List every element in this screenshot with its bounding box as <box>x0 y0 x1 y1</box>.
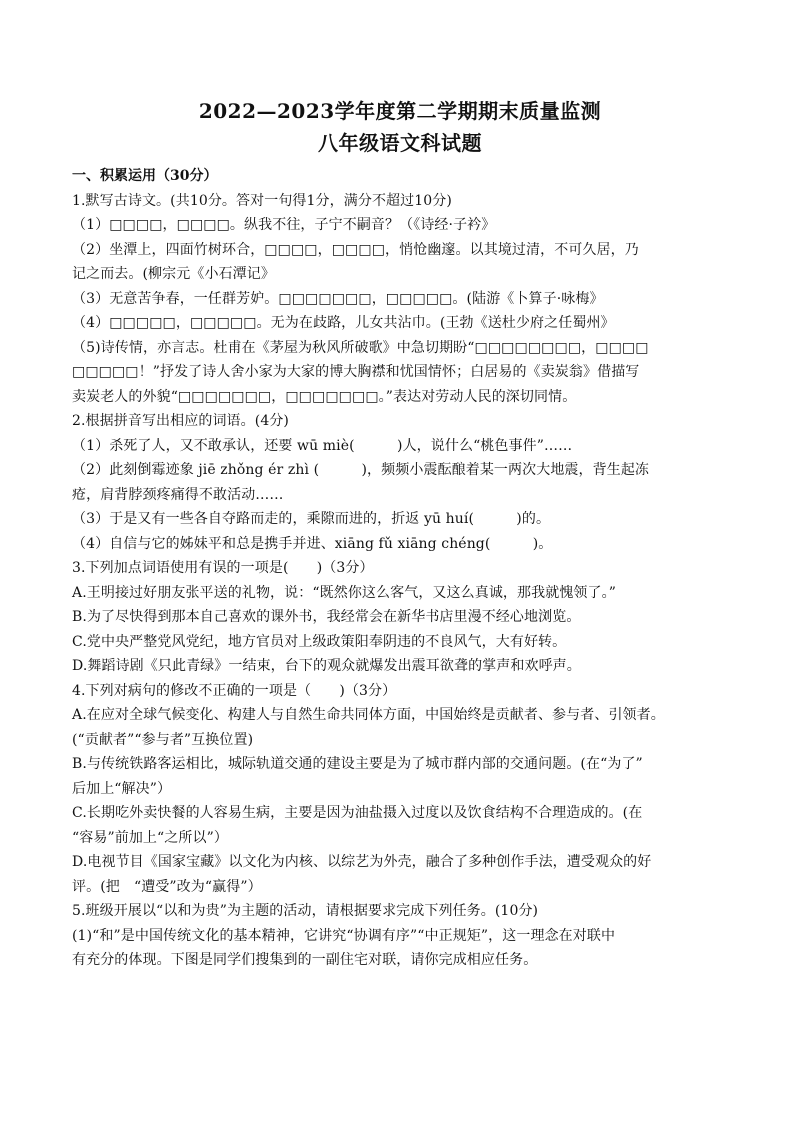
question-4 <box>72 679 728 900</box>
option-c: C.党中央严整党风党纪，地方官员对上级政策阳奉阴违的不良风气，大有好转。 <box>72 633 567 650</box>
exam-title: 2022—2023学年度第二学期期末质量监测 <box>198 99 602 123</box>
question-stem: 1.默写古诗文。(共10分。答对一句得1分，满分不超过10分) <box>72 192 452 209</box>
question-item: （1）□□□□，□□□□。纵我不往，子宁不嗣音？（《诗经·子衿》 <box>72 217 496 233</box>
question-item: （5)诗传情，亦言志。杜甫在《茅屋为秋风所破歌》中急切期盼“□□□□□□□□，□□□□ <box>72 339 649 356</box>
exam-subtitle: 八年级语文科试题 <box>318 131 482 155</box>
question-stem: 4.下列对病句的修改不正确的一项是（ )（3分） <box>72 682 397 699</box>
option-a: A.王明接过好朋友张平送的礼物，说：“既然你这么客气，又这么真诚，那我就愧领了。” <box>72 584 616 601</box>
option-c: C.长期吃外卖快餐的人容易生病，主要是因为油盐摄入过度以及饮食结构不合理造成的。(在 <box>72 805 643 821</box>
question-item: （3）于是又有一些各自夺路而走的，乘隙而进的，折返 yū huí( )的。 <box>72 511 551 527</box>
question-1 <box>72 189 728 410</box>
question-2 <box>72 409 728 556</box>
question-stem: 2.根据拼音写出相应的词语。(4分) <box>72 413 289 429</box>
question-item: （1）杀死了人，又不敢承认，还要 wū miè( )人，说什么“桃色事件”…… <box>72 437 573 454</box>
question-item-continued: 疮，肩背脖颈疼痛得不敢活动…… <box>72 486 284 503</box>
question-item-continued: 记之而去。(柳宗元《小石潭记》 <box>72 266 275 282</box>
question-item: （2）坐潭上，四面竹树环合，□□□□，□□□□，悄怆幽邃。以其境过清，不可久居，乃 <box>72 241 639 258</box>
option-a: A.在应对全球气候变化、构建人与自然生命共同体方面，中国始终是贡献者、参与者、引领者。 <box>72 707 665 723</box>
question-stem: 3.下列加点词语使用有误的一项是( )（3分） <box>72 560 374 576</box>
option-d-continued: 评。(把 “遭受”改为“赢得”） <box>72 878 262 895</box>
question-item-continued: 卖炭老人的外貌“□□□□□□□，□□□□□□□。”表达对劳动人民的深切同情。 <box>72 388 577 405</box>
question-item: (1)“和”是中国传统文化的基本精神，它讲究“协调有序”“中正规矩”，这一理念在对联中 <box>72 927 616 944</box>
option-d: D.电视节目《国家宝藏》以文化为内核、以综艺为外壳，融合了多种创作手法，遭受观众的好 <box>72 854 652 870</box>
question-item: （4）自信与它的姊妹平和总是携手并进、xiāng fǔ xiāng chéng( )。 <box>72 535 553 552</box>
question-item: （3）无意苦争春，一任群芳妒。□□□□□□□，□□□□□。(陆游《卜算子·咏梅》 <box>72 290 604 307</box>
option-c-continued: “容易”前加上“之所以”） <box>72 829 228 846</box>
question-5 <box>72 899 728 973</box>
question-item: （4）□□□□□，□□□□□。无为在歧路，儿女共沾巾。(王勃《送杜少府之任蜀州》 <box>72 315 615 331</box>
option-b: B.与传统铁路客运相比，城际轨道交通的建设主要是为了城市群内部的交通问题。(在“为了” <box>72 756 643 772</box>
exam-page <box>72 96 728 973</box>
question-item: （2）此刻倒霉迹象 jiē zhǒng ér zhì ( )，频频小震酝酿着某一两次大地震，背生起冻 <box>72 462 650 478</box>
question-stem: 5.班级开展以“以和为贵”为主题的活动，请根据要求完成下列任务。(10分) <box>72 903 539 919</box>
question-item-continued: 有充分的体现。下图是同学们搜集到的一副住宅对联，请你完成相应任务。 <box>72 952 538 968</box>
section-heading: 一、积累运用（30分） <box>72 168 218 184</box>
option-b: B.为了尽快得到那本自己喜欢的课外书，我经常会在新华书店里漫不经心地浏览。 <box>72 609 581 625</box>
option-d: D.舞蹈诗剧《只此青绿》一结束，台下的观众就爆发出震耳欲聋的掌声和欢呼声。 <box>72 658 581 674</box>
option-a-continued: (“贡献者”“参与者”互换位置) <box>72 731 254 748</box>
option-b-continued: 后加上“解决”） <box>72 780 172 797</box>
question-item-continued: □□□□□！”抒发了诗人舍小家为大家的博大胸襟和忧国情怀；白居易的《卖炭翁》借描写 <box>72 364 640 380</box>
question-3 <box>72 556 728 679</box>
